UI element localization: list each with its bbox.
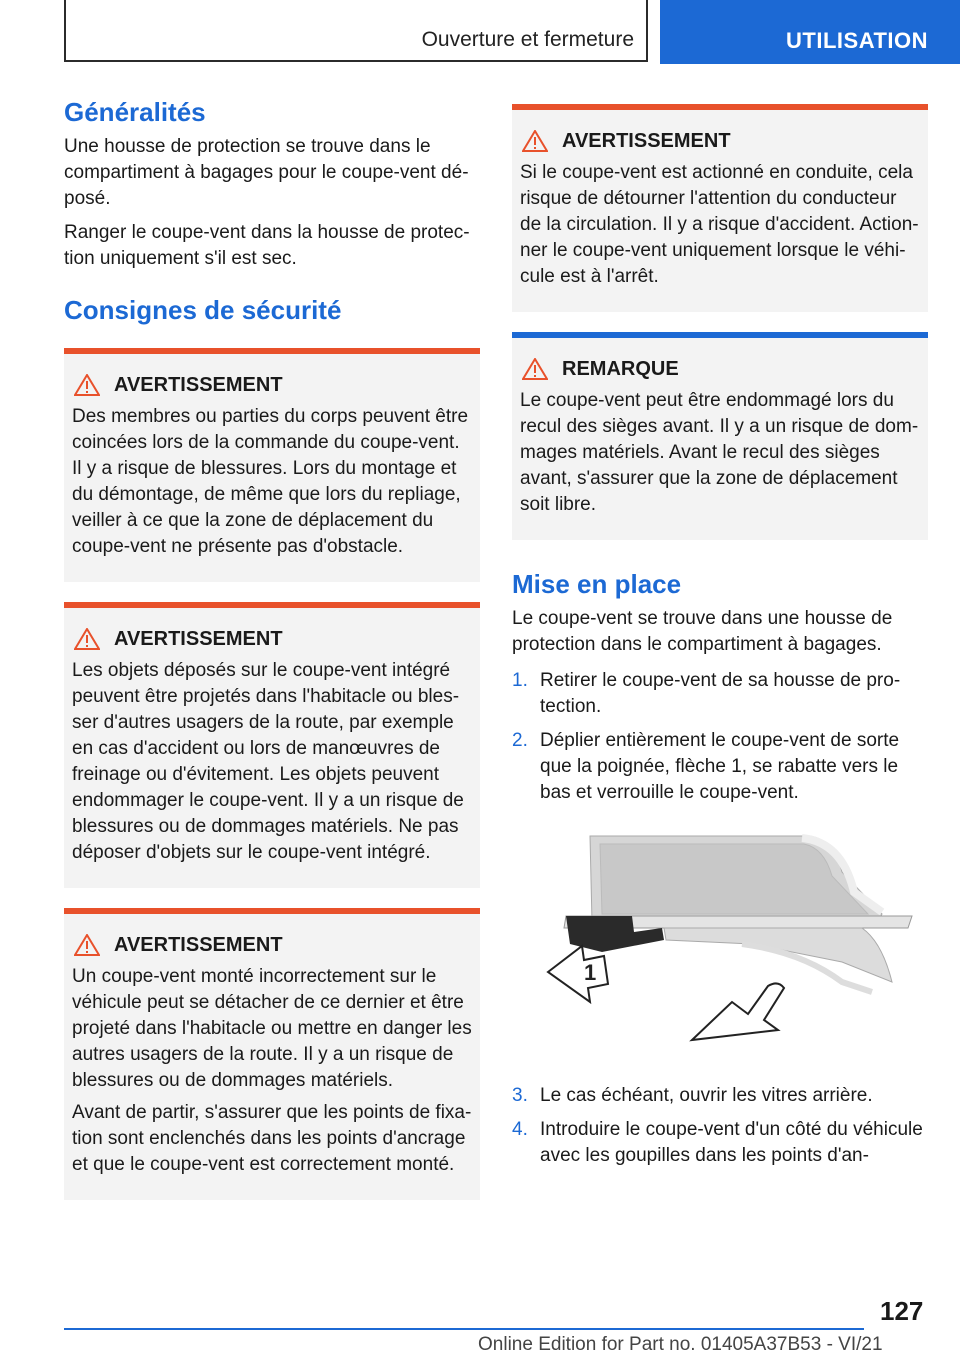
warning-text: Des membres ou parties du corps peuvent être coincées lors de la commande du coupe-vent. Il y a risque de blessures. Lors du montage et du démontage, de même que lors du repliage, veiller à ce que la zone de déplacement du coupe-vent ne présente pas d'obstacle. xyxy=(72,406,469,557)
heading-generalites: Généralités xyxy=(64,97,206,127)
steps-list xyxy=(512,1083,928,1169)
warning-title: AVERTISSEMENT xyxy=(114,374,283,396)
warning-box xyxy=(512,104,928,312)
step-number: 2. xyxy=(512,730,528,751)
warning-title: AVERTISSEMENT xyxy=(114,628,283,650)
list-item xyxy=(512,1117,928,1169)
step-number: 3. xyxy=(512,1085,528,1106)
note-text: Le coupe-vent peut être endommagé lors du recul des sièges avant. Il y a un risque de dommages matériels. Avant le recul des sièges avant, s'assurer que la zone de déplacement soit libre. xyxy=(520,390,919,515)
header-chapter-title: UTILISATION xyxy=(786,28,928,53)
right-column xyxy=(512,104,928,1177)
warning-triangle-icon xyxy=(522,358,548,380)
step-number: 1. xyxy=(512,670,528,691)
header-section-box xyxy=(64,0,648,62)
warning-box xyxy=(64,348,480,582)
warning-text: Si le coupe-vent est actionné en conduite, cela risque de détourner l'attention du conducteur de la circulation. Il y a risque d'accident. Actionner le coupe-vent uniquement lorsque le véhicule est à l'arrêt. xyxy=(520,162,919,287)
step-text: Introduire le coupe-vent d'un côté du véhicule avec les goupilles dans les points d'an- xyxy=(540,1119,923,1166)
header-chapter-tab xyxy=(660,0,960,64)
callout-arrow-1 xyxy=(548,946,608,1002)
warning-text: Un coupe-vent monté incorrectement sur le véhicule peut se détacher de ce dernier et être projeté dans l'habitacle ou mettre en danger les autres usagers de la route. Il y a un risque de blessures ou de dommages matériels. xyxy=(72,966,472,1091)
warning-triangle-icon xyxy=(522,130,548,152)
warning-title: AVERTISSEMENT xyxy=(114,934,283,956)
warning-triangle-icon xyxy=(74,628,100,650)
warning-text: Avant de partir, s'assurer que les points de fixation sont enclenchés dans les points d'ancrage et que le coupe-vent est correctement monté. xyxy=(72,1102,472,1175)
paragraph: Une housse de protection se trouve dans le compartiment à bagages pour le coupe-vent déposé. xyxy=(64,136,469,209)
header-section-title: Ouverture et fermeture xyxy=(421,28,634,51)
warning-title: AVERTISSEMENT xyxy=(562,130,731,152)
warning-triangle-icon xyxy=(74,374,100,396)
note-title: REMARQUE xyxy=(562,358,679,380)
warning-box xyxy=(64,602,480,888)
list-item xyxy=(512,728,928,806)
step-number: 4. xyxy=(512,1119,528,1140)
warning-triangle-icon xyxy=(74,934,100,956)
heading-consignes: Consignes de sécurité xyxy=(64,295,342,325)
callout-label: 1 xyxy=(584,960,597,985)
list-item xyxy=(512,1083,928,1109)
paragraph: Ranger le coupe-vent dans la housse de protection uniquement s'il est sec. xyxy=(64,222,470,269)
left-column xyxy=(64,96,480,1220)
warning-box xyxy=(64,908,480,1200)
paragraph: Le coupe-vent se trouve dans une housse de protection dans le compartiment à bagages. xyxy=(512,608,893,655)
list-item xyxy=(512,668,928,720)
note-box xyxy=(512,332,928,540)
wind-deflector-illustration xyxy=(542,832,922,1042)
warning-text: Les objets déposés sur le coupe-vent intégré peuvent être projetés dans l'habitacle ou blesser d'autres usagers de la route, par exemple en cas d'accident ou lors de manœuvres de freinage ou d'évitement. Les objets peuvent endommager le coupe-vent. Il y a un risque de blessures ou de dommages matériels. Ne pas déposer d'objets sur le coupe-vent intégré. xyxy=(72,660,464,863)
step-text: Le cas échéant, ouvrir les vitres arrière. xyxy=(540,1085,873,1106)
footer-edition: Online Edition for Part no. 01405A37B53 - VI/21 xyxy=(478,1334,883,1355)
footer-divider xyxy=(64,1328,864,1330)
page-number: 127 xyxy=(880,1296,924,1326)
step-text: Retirer le coupe-vent de sa housse de protection. xyxy=(540,670,901,717)
heading-mise-en-place: Mise en place xyxy=(512,569,682,599)
steps-list xyxy=(512,668,928,806)
step-text: Déplier entièrement le coupe-vent de sorte que la poignée, flèche 1, se rabatte vers le bas et verrouille le coupe-vent. xyxy=(540,730,900,803)
